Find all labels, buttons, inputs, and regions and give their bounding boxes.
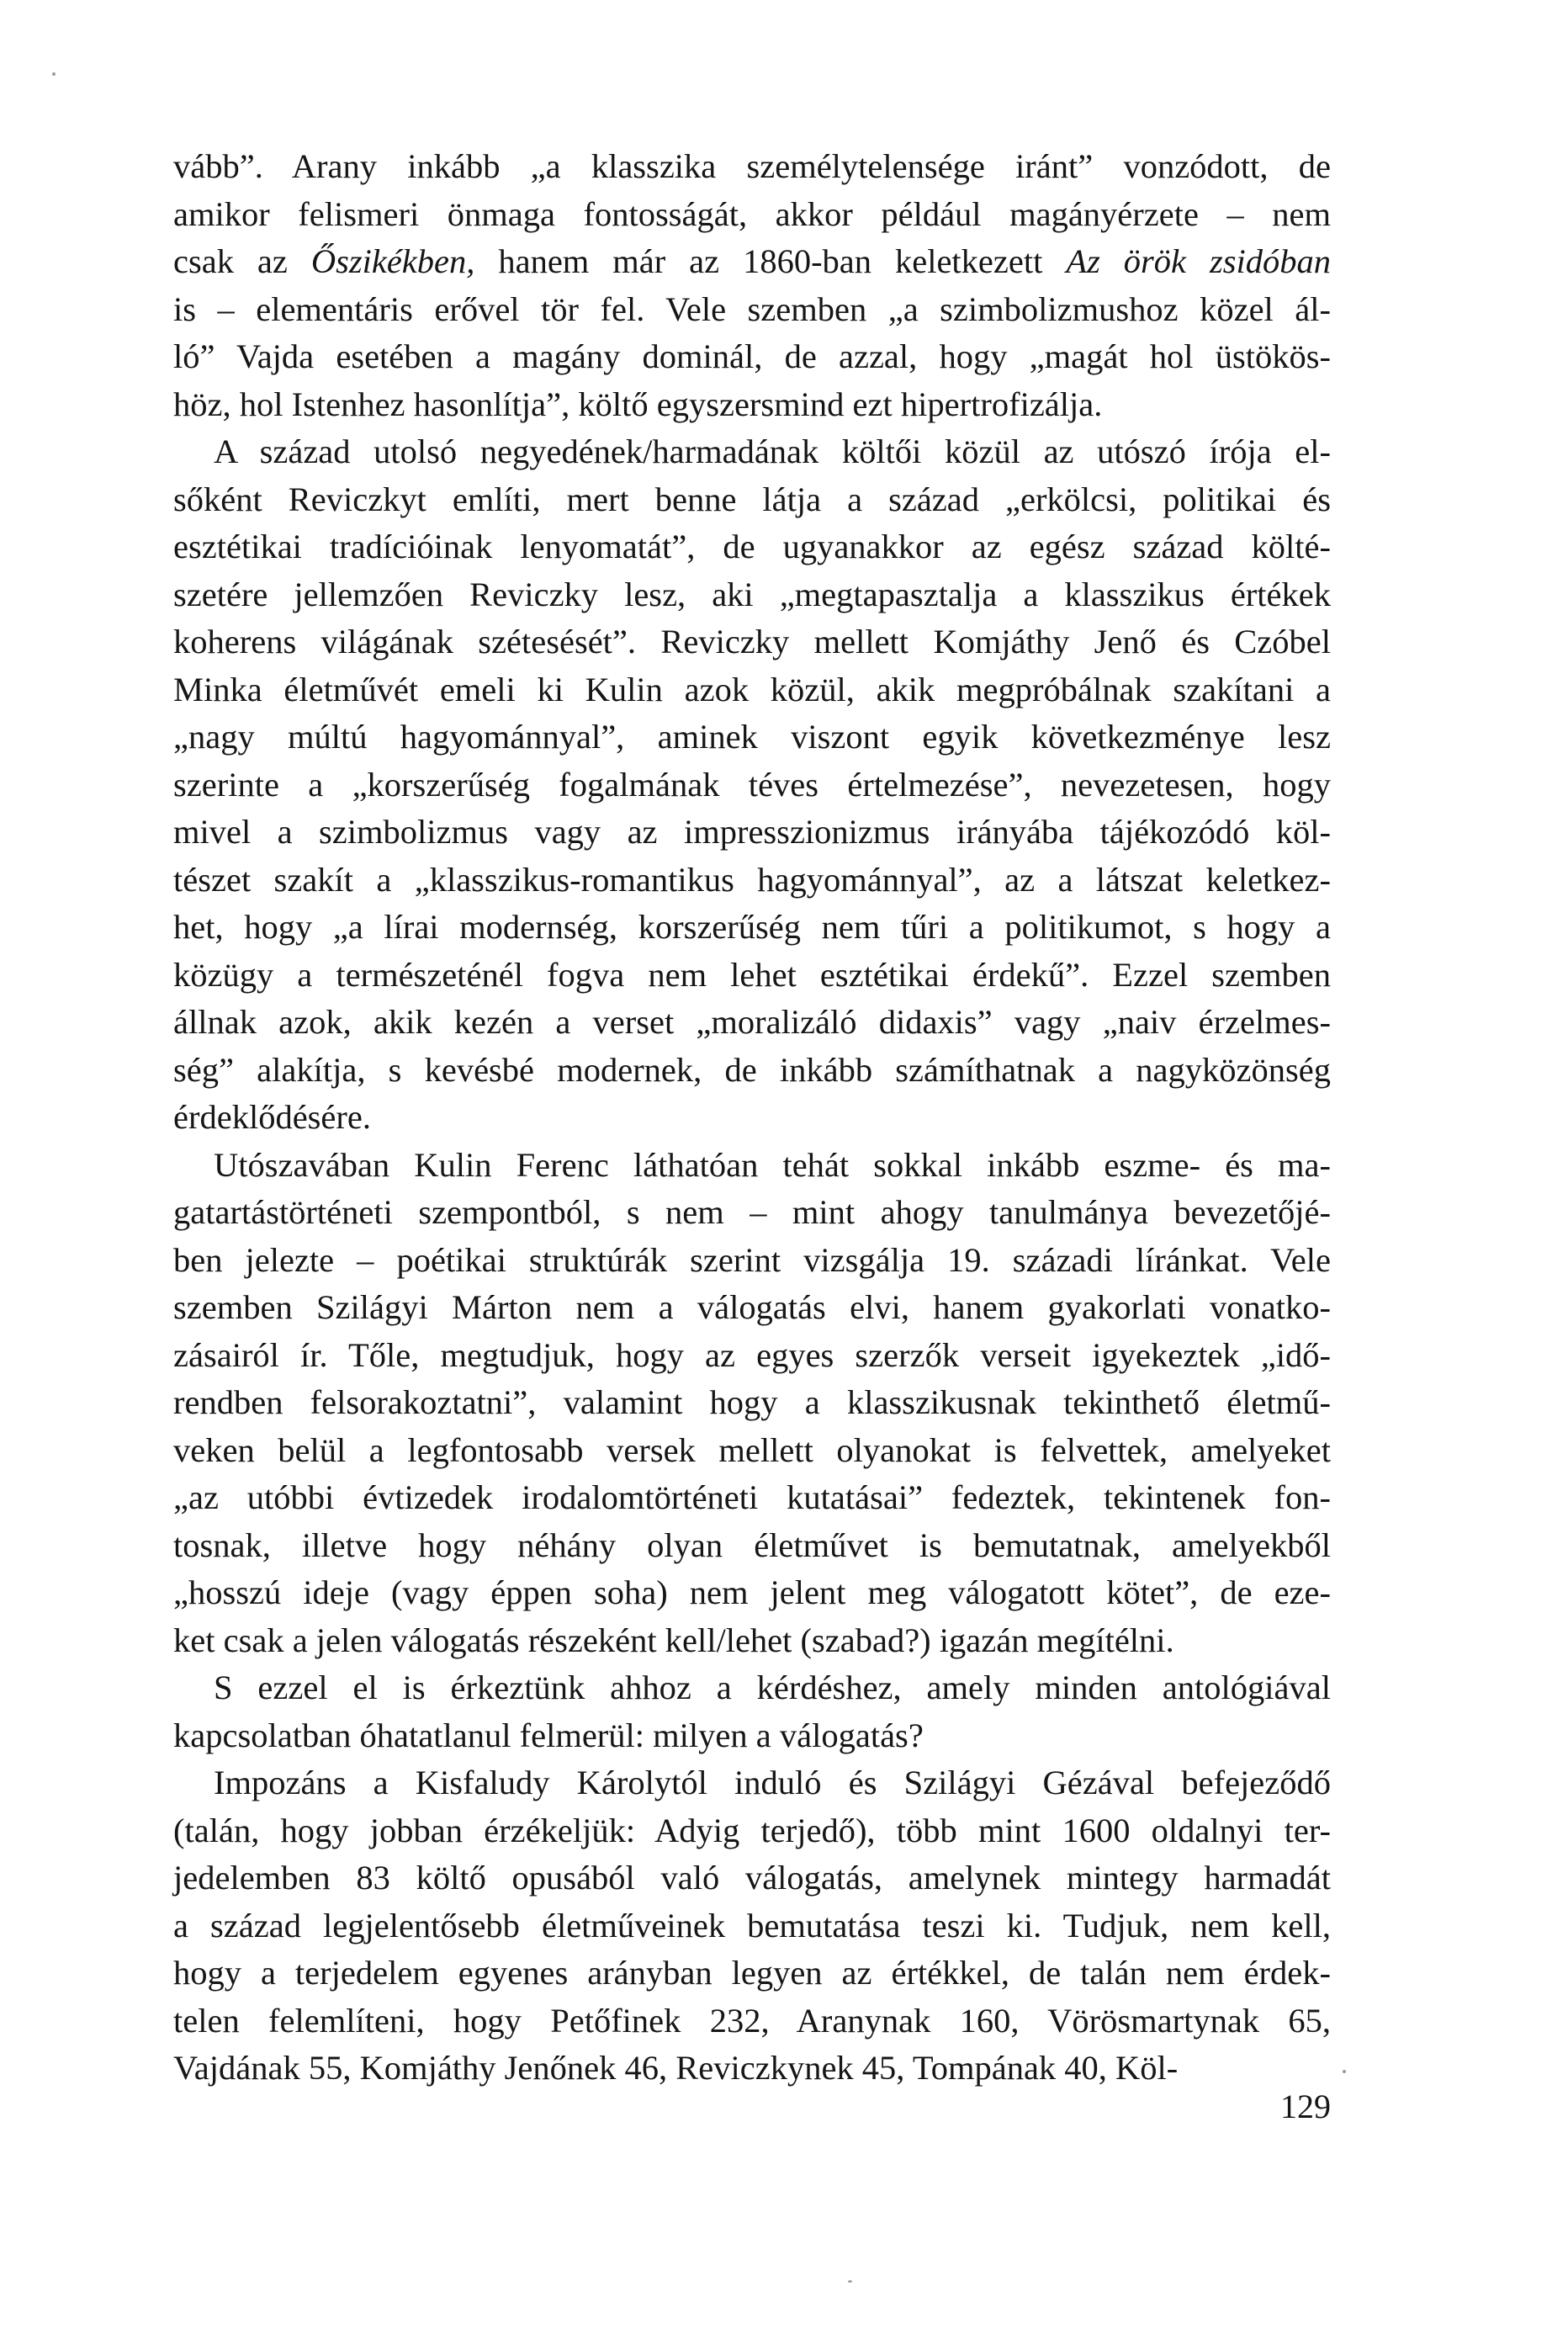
scan-speck [52, 72, 56, 76]
text-line [173, 904, 1331, 952]
text-run: ség” alakítja, s kevésbé modernek, de inkább számíthatnak a nagyközönség [173, 1050, 1331, 1089]
text-run: vább”. Arany inkább „a klasszika személytelensége iránt” vonzódott, de [173, 147, 1331, 185]
paragraph [173, 428, 1331, 1142]
text-run: jedelemben 83 költő opusából való válogatás, amelynek mintegy harmadát [173, 1859, 1331, 1897]
text-line [173, 1617, 1331, 1665]
text-run: „hosszú ideje (vagy éppen soha) nem jelent meg válogatott kötet”, de eze- [173, 1573, 1331, 1611]
text-line [173, 1807, 1331, 1855]
text-run: szetére jellemzően Reviczky lesz, aki „megtapasztalja a klasszikus értékek [173, 575, 1331, 613]
text-line [173, 1094, 1331, 1142]
text-line [173, 666, 1331, 714]
text-run: ben jelezte – poétikai struktúrák szerint vizsgálja 19. századi líránkat. Vele [173, 1240, 1331, 1279]
text-run: a század legjelentősebb életműveinek bemutatása teszi ki. Tudjuk, nem kell, [173, 1906, 1331, 1944]
italic-title: Az örök zsidóban [1066, 242, 1331, 280]
text-run: rendben felsorakoztatni”, valamint hogy a klasszikusnak tekinthető életmű- [173, 1383, 1331, 1421]
text-run: koherens világának szétesését”. Reviczky mellett Komjáthy Jenő és Czóbel [173, 623, 1331, 661]
text-line [173, 191, 1331, 239]
text-line [173, 1664, 1331, 1712]
paragraph [173, 1142, 1331, 1665]
text-line [173, 1142, 1331, 1190]
text-run: zásairól ír. Tőle, megtudjuk, hogy az egyes szerzők verseit igyekeztek „idő- [173, 1335, 1331, 1374]
text-run: telen felemlíteni, hogy Petőfinek 232, Aranynak 160, Vörösmartynak 65, [173, 2001, 1331, 2040]
text-line [173, 714, 1331, 761]
text-run: hanem már az 1860-ban keletkezett [474, 242, 1067, 280]
text-run: ló” Vajda esetében a magány dominál, de azzal, hogy „magát hol üstökös- [173, 337, 1331, 375]
text-line [173, 952, 1331, 1000]
text-line [173, 1997, 1331, 2045]
text-run: mivel a szimbolizmus vagy az impresszionizmus irányába tájékozódó köl- [173, 813, 1331, 851]
text-run: hogy a terjedelem egyenes arányban legyen az értékkel, de talán nem érdek- [173, 1954, 1331, 1992]
text-line [173, 143, 1331, 191]
text-run: (talán, hogy jobban érzékeljük: Adyig terjedő), több mint 1600 oldalnyi ter- [173, 1811, 1331, 1849]
text-line [173, 1712, 1331, 1760]
paragraph [173, 1759, 1331, 2093]
text-line [173, 571, 1331, 619]
text-line [173, 523, 1331, 571]
text-run: „nagy múltú hagyománnyal”, aminek viszont egyik következménye lesz [173, 718, 1331, 756]
text-run: Vajdának 55, Komjáthy Jenőnek 46, Reviczkynek 45, Tompának 40, Köl- [173, 2049, 1179, 2087]
text-line [173, 476, 1331, 524]
text-line [173, 618, 1331, 666]
text-run: állnak azok, akik kezén a verset „moralizáló didaxis” vagy „naiv érzelmes- [173, 1003, 1331, 1041]
text-line [173, 1427, 1331, 1475]
scan-speck [848, 2280, 852, 2283]
italic-title: Őszikékben, [310, 242, 475, 280]
text-line [173, 286, 1331, 334]
text-line [173, 333, 1331, 381]
text-line [173, 1237, 1331, 1285]
text-line [173, 1569, 1331, 1617]
page-number: 129 [1280, 2088, 1331, 2125]
text-line [173, 761, 1331, 809]
text-line [173, 1047, 1331, 1095]
text-run: Impozáns a Kisfaludy Károlytól induló és Szilágyi Gézával befejeződő [214, 1764, 1331, 1801]
text-run: érdeklődésére. [173, 1098, 371, 1136]
text-run: het, hogy „a lírai modernség, korszerűség nem tűri a politikumot, s hogy a [173, 908, 1331, 946]
text-run: tosnak, illetve hogy néhány olyan életművet is bemutatnak, amelyekből [173, 1525, 1331, 1564]
text-run: Utószavában Kulin Ferenc láthatóan tehát sokkal inkább eszme- és ma- [214, 1145, 1331, 1184]
text-line [173, 2045, 1331, 2093]
text-line [173, 381, 1331, 429]
text-run: veken belül a legfontosabb versek mellett olyanokat is felvettek, amelyeket [173, 1430, 1331, 1469]
text-line [173, 428, 1331, 476]
paragraph [173, 143, 1331, 428]
text-run: S ezzel el is érkeztünk ahhoz a kérdéshez, amely minden antológiával [214, 1668, 1331, 1706]
text-run: gatartástörténeti szempontból, s nem – mint ahogy tanulmánya bevezetőjé- [173, 1193, 1331, 1231]
text-run: is – elementáris erővel tör fel. Vele szemben „a szimbolizmushoz közel ál- [173, 289, 1331, 328]
text-run: Minka életművét emeli ki Kulin azok közül, akik megpróbálnak szakítani a [173, 670, 1331, 708]
text-run: ket csak a jelen válogatás részeként kell/lehet (szabad?) igazán megítélni. [173, 1621, 1174, 1659]
text-line [173, 1332, 1331, 1380]
text-line [173, 1189, 1331, 1237]
text-line [173, 1379, 1331, 1427]
text-run: tészet szakít a „klasszikus-romantikus hagyománnyal”, az a látszat keletkez- [173, 860, 1331, 899]
text-line [173, 1474, 1331, 1522]
text-run: csak az [173, 242, 311, 280]
text-line [173, 1759, 1331, 1807]
text-run: A század utolsó negyedének/harmadának költői közül az utószó írója el- [214, 432, 1331, 470]
text-run: közügy a természeténél fogva nem lehet esztétikai érdekű”. Ezzel szemben [173, 955, 1331, 994]
text-run: höz, hol Istenhez hasonlítja”, költő egyszersmind ezt hipertrofizálja. [173, 385, 1103, 423]
body-text [173, 143, 1331, 2093]
text-run: amikor felismeri önmaga fontosságát, akkor például magányérzete – nem [173, 194, 1331, 233]
text-run: sőként Reviczkyt említi, mert benne látja a század „erkölcsi, politikai és [173, 480, 1331, 518]
text-line [173, 857, 1331, 905]
text-run: szemben Szilágyi Márton nem a válogatás elvi, hanem gyakorlati vonatko- [173, 1288, 1331, 1326]
text-run: „az utóbbi évtizedek irodalomtörténeti kutatásai” fedeztek, tekintenek fon- [173, 1478, 1331, 1516]
text-line [173, 999, 1331, 1047]
paragraph [173, 1664, 1331, 1759]
text-run: szerinte a „korszerűség fogalmának téves értelmezése”, nevezetesen, hogy [173, 765, 1331, 804]
text-line [173, 809, 1331, 857]
scan-speck [1343, 2070, 1346, 2073]
text-run: kapcsolatban óhatatlanul felmerül: milyen a válogatás? [173, 1716, 924, 1754]
text-line [173, 238, 1331, 286]
text-line [173, 1902, 1331, 1950]
text-line [173, 1854, 1331, 1902]
text-line [173, 1284, 1331, 1332]
text-run: esztétikai tradícióinak lenyomatát”, de ugyanakkor az egész század költé- [173, 528, 1331, 565]
text-line [173, 1522, 1331, 1570]
text-line [173, 1950, 1331, 1997]
